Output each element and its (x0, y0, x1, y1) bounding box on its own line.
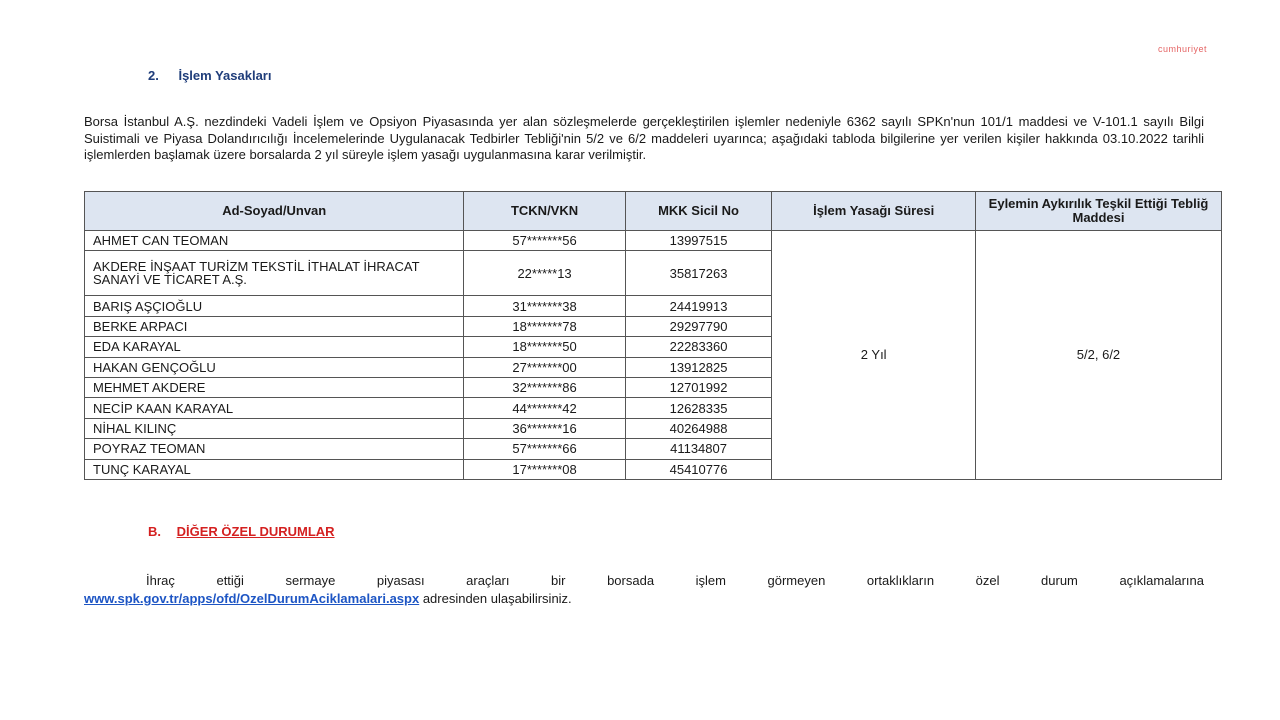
section-title: İşlem Yasakları (178, 68, 272, 83)
table-header-row (85, 192, 1222, 231)
cell-mkk: 13997515 (625, 231, 772, 251)
header-duration: İşlem Yasağı Süresi (772, 192, 976, 231)
cell-mkk: 12628335 (625, 398, 772, 418)
cell-tckn: 17*******08 (464, 459, 625, 479)
section-b-title: DİĞER ÖZEL DURUMLAR (176, 524, 335, 539)
cell-name: NİHAL KILINÇ (85, 418, 464, 438)
cell-mkk: 45410776 (625, 459, 772, 479)
cell-name: NECİP KAAN KARAYAL (85, 398, 464, 418)
watermark-logo: cumhuriyet (1158, 44, 1208, 54)
cell-name: AHMET CAN TEOMAN (85, 231, 464, 251)
cell-tckn: 36*******16 (464, 418, 625, 438)
cell-name: EDA KARAYAL (85, 337, 464, 357)
footer-paragraph (84, 572, 1204, 608)
cell-tckn: 18*******50 (464, 337, 625, 357)
cell-tckn: 32*******86 (464, 377, 625, 397)
table-row (85, 231, 1222, 251)
cell-mkk: 41134807 (625, 439, 772, 459)
cell-name: TUNÇ KARAYAL (85, 459, 464, 479)
cell-mkk: 24419913 (625, 296, 772, 316)
cell-mkk: 40264988 (625, 418, 772, 438)
cell-name: BERKE ARPACI (85, 316, 464, 336)
cell-name: HAKAN GENÇOĞLU (85, 357, 464, 377)
section-b-letter: B. (148, 524, 161, 539)
section-heading (148, 68, 271, 83)
cell-duration: 2 Yıl (772, 231, 976, 480)
cell-mkk: 29297790 (625, 316, 772, 336)
footer-text: İhraç ettiği sermaye piyasası araçları bir borsada işlem görmeyen ortaklıkların özel durum açıklamalarına (146, 573, 1204, 588)
cell-mkk: 12701992 (625, 377, 772, 397)
cell-tckn: 31*******38 (464, 296, 625, 316)
cell-tckn: 27*******00 (464, 357, 625, 377)
header-tckn: TCKN/VKN (464, 192, 625, 231)
spk-link[interactable]: www.spk.gov.tr/apps/ofd/OzelDurumAciklamalari.aspx (84, 591, 420, 606)
cell-article: 5/2, 6/2 (975, 231, 1221, 480)
cell-tckn: 57*******56 (464, 231, 625, 251)
cell-tckn: 18*******78 (464, 316, 625, 336)
footer-text-after: adresinden ulaşabilirsiniz. (419, 591, 572, 606)
header-name: Ad-Soyad/Unvan (85, 192, 464, 231)
cell-tckn: 44*******42 (464, 398, 625, 418)
cell-name: POYRAZ TEOMAN (85, 439, 464, 459)
header-mkk: MKK Sicil No (625, 192, 772, 231)
cell-name: BARIŞ AŞÇIOĞLU (85, 296, 464, 316)
cell-tckn: 22*****13 (464, 251, 625, 296)
cell-mkk: 35817263 (625, 251, 772, 296)
section-number: 2. (148, 68, 159, 83)
decision-paragraph: Borsa İstanbul A.Ş. nezdindeki Vadeli İşlem ve Opsiyon Piyasasında yer alan sözleşmelerde gerçekleştirilen işlemler nedeniyle 6362 sayılı SPKn'nun 101/1 maddesi ve V-101.1 sayılı Bilgi Suistimali ve Piyasa Dolandırıcılığı İncelemelerinde Uygulanacak Tedbirler Tebliği'nin 5/2 ve 6/2 maddeleri uyarınca; aşağıdaki tabloda bilgilerine yer verilen kişiler hakkında 03.10.2022 tarihli işlemlerden başlamak üzere borsalarda 2 yıl süreyle işlem yasağı uygulanmasına karar verilmiştir. (84, 114, 1204, 162)
trading-ban-table (84, 191, 1222, 480)
cell-name: MEHMET AKDERE (85, 377, 464, 397)
cell-mkk: 13912825 (625, 357, 772, 377)
cell-tckn: 57*******66 (464, 439, 625, 459)
header-article: Eylemin Aykırılık Teşkil Ettiği Tebliğ Maddesi (975, 192, 1221, 231)
section-b-heading (148, 524, 335, 539)
cell-name: AKDERE İNŞAAT TURİZM TEKSTİL İTHALAT İHRACAT SANAYİ VE TİCARET A.Ş. (85, 251, 464, 296)
cell-mkk: 22283360 (625, 337, 772, 357)
